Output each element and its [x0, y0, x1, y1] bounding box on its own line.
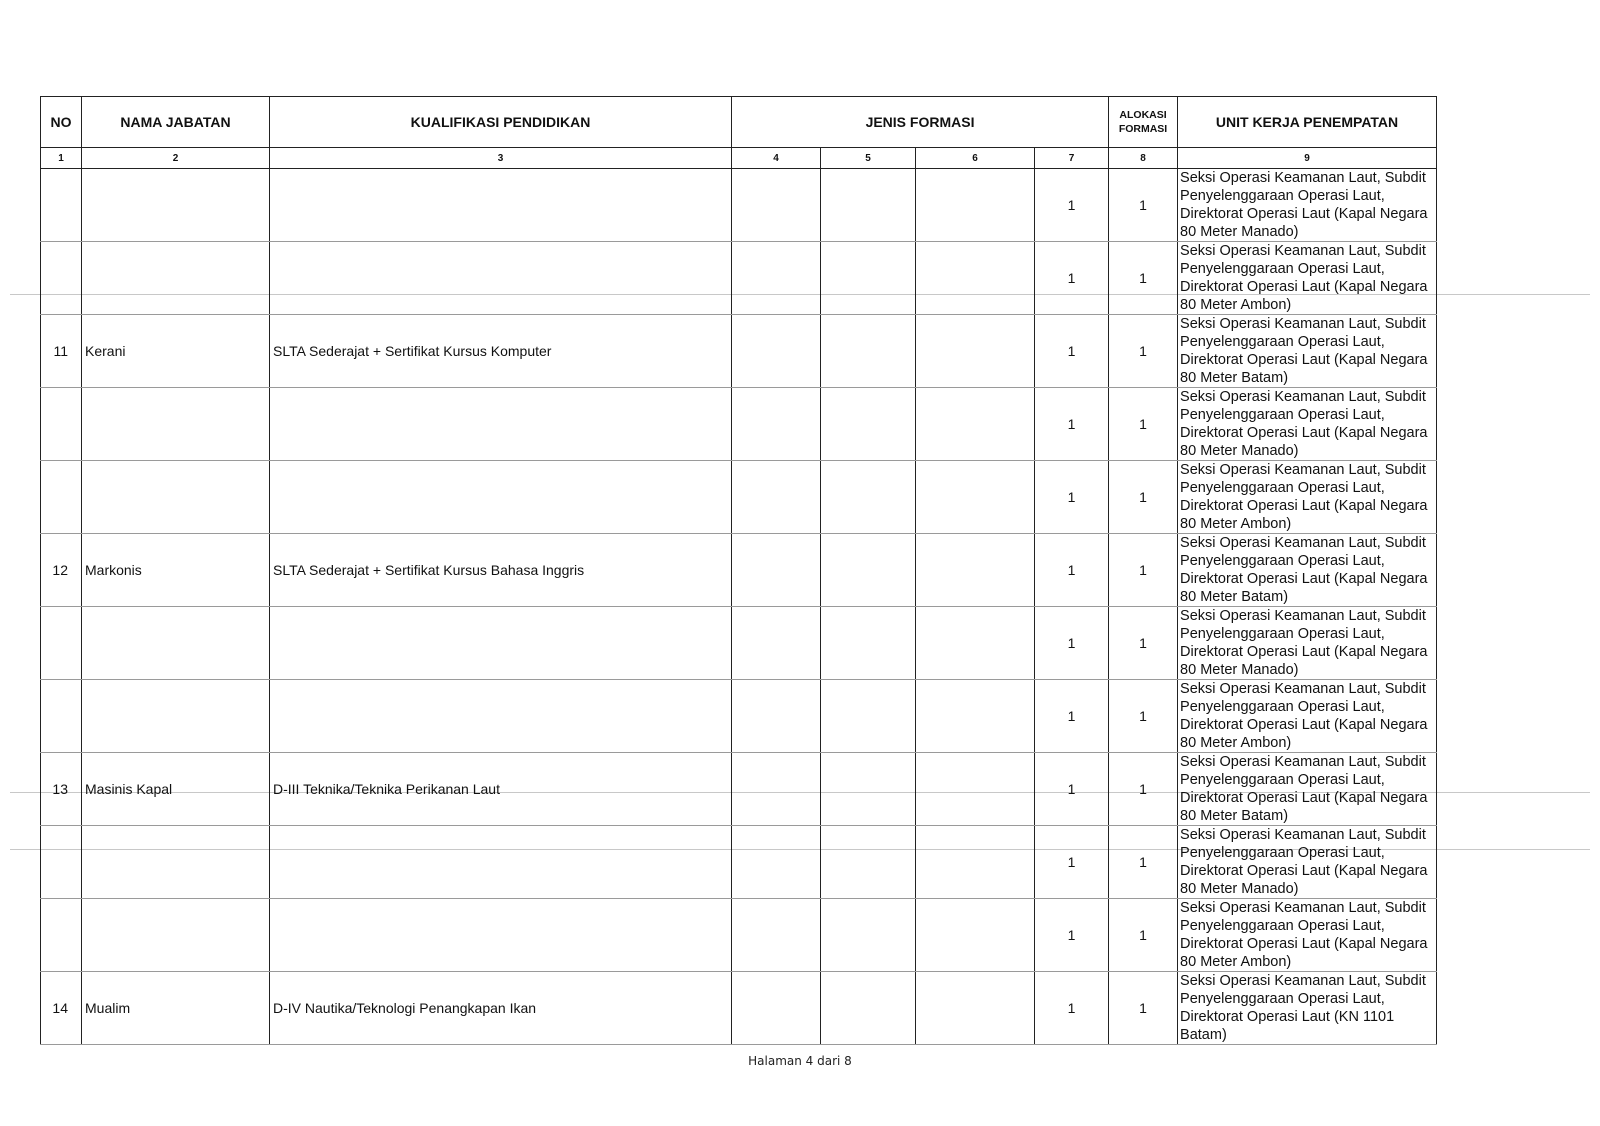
formasi-col-6	[916, 607, 1035, 680]
row-no	[41, 899, 82, 972]
table-row	[41, 534, 1437, 607]
column-number: 3	[270, 148, 732, 169]
formasi-col-5	[821, 826, 916, 899]
column-number: 2	[82, 148, 270, 169]
kualifikasi-pendidikan	[270, 899, 732, 972]
formasi-col-4	[732, 826, 821, 899]
formasi-col-7: 1	[1035, 315, 1109, 388]
row-no: 11	[41, 315, 82, 388]
alokasi-formasi: 1	[1109, 315, 1178, 388]
formasi-col-4	[732, 388, 821, 461]
unit-kerja-penempatan: Seksi Operasi Keamanan Laut, Subdit Penyelenggaraan Operasi Laut, Direktorat Operasi Laut (Kapal Negara 80 Meter Manado)	[1178, 388, 1437, 461]
table-row	[41, 169, 1437, 242]
unit-kerja-penempatan: Seksi Operasi Keamanan Laut, Subdit Penyelenggaraan Operasi Laut, Direktorat Operasi Laut (Kapal Negara 80 Meter Manado)	[1178, 607, 1437, 680]
header-unit-kerja-penempatan: UNIT KERJA PENEMPATAN	[1178, 97, 1437, 148]
formasi-col-6	[916, 169, 1035, 242]
alokasi-formasi: 1	[1109, 534, 1178, 607]
kualifikasi-pendidikan	[270, 388, 732, 461]
row-no: 12	[41, 534, 82, 607]
row-no	[41, 242, 82, 315]
kualifikasi-pendidikan	[270, 680, 732, 753]
formasi-col-4	[732, 242, 821, 315]
unit-kerja-penempatan: Seksi Operasi Keamanan Laut, Subdit Penyelenggaraan Operasi Laut, Direktorat Operasi Laut (Kapal Negara 80 Meter Manado)	[1178, 826, 1437, 899]
formasi-col-6	[916, 461, 1035, 534]
unit-kerja-penempatan: Seksi Operasi Keamanan Laut, Subdit Penyelenggaraan Operasi Laut, Direktorat Operasi Laut (Kapal Negara 80 Meter Batam)	[1178, 315, 1437, 388]
alokasi-formasi: 1	[1109, 388, 1178, 461]
row-no: 14	[41, 972, 82, 1045]
formasi-col-4	[732, 899, 821, 972]
row-no	[41, 680, 82, 753]
nama-jabatan: Kerani	[82, 315, 270, 388]
table-row	[41, 972, 1437, 1045]
formasi-col-4	[732, 315, 821, 388]
alokasi-formasi: 1	[1109, 753, 1178, 826]
row-no	[41, 461, 82, 534]
nama-jabatan	[82, 899, 270, 972]
unit-kerja-penempatan: Seksi Operasi Keamanan Laut, Subdit Penyelenggaraan Operasi Laut, Direktorat Operasi Laut (Kapal Negara 80 Meter Manado)	[1178, 169, 1437, 242]
formasi-col-5	[821, 388, 916, 461]
nama-jabatan	[82, 388, 270, 461]
formasi-col-7: 1	[1035, 753, 1109, 826]
header-alokasi-line1: ALOKASI	[1119, 109, 1167, 121]
nama-jabatan	[82, 461, 270, 534]
column-number: 1	[41, 148, 82, 169]
row-no	[41, 388, 82, 461]
unit-kerja-penempatan: Seksi Operasi Keamanan Laut, Subdit Penyelenggaraan Operasi Laut, Direktorat Operasi Laut (Kapal Negara 80 Meter Ambon)	[1178, 680, 1437, 753]
formasi-col-5	[821, 461, 916, 534]
kualifikasi-pendidikan	[270, 169, 732, 242]
formasi-col-6	[916, 534, 1035, 607]
table-row	[41, 388, 1437, 461]
formasi-col-6	[916, 826, 1035, 899]
formasi-col-7: 1	[1035, 461, 1109, 534]
formasi-col-7: 1	[1035, 826, 1109, 899]
alokasi-formasi: 1	[1109, 461, 1178, 534]
formasi-col-4	[732, 534, 821, 607]
formasi-col-7: 1	[1035, 388, 1109, 461]
formasi-col-7: 1	[1035, 899, 1109, 972]
formasi-col-4	[732, 680, 821, 753]
nama-jabatan: Masinis Kapal	[82, 753, 270, 826]
alokasi-formasi: 1	[1109, 899, 1178, 972]
nama-jabatan: Mualim	[82, 972, 270, 1045]
column-number-row	[41, 148, 1437, 169]
formasi-col-7: 1	[1035, 242, 1109, 315]
row-no	[41, 169, 82, 242]
alokasi-formasi: 1	[1109, 607, 1178, 680]
formasi-col-5	[821, 972, 916, 1045]
formasi-col-5	[821, 680, 916, 753]
unit-kerja-penempatan: Seksi Operasi Keamanan Laut, Subdit Penyelenggaraan Operasi Laut, Direktorat Operasi Laut (Kapal Negara 80 Meter Ambon)	[1178, 242, 1437, 315]
formasi-col-4	[732, 753, 821, 826]
alokasi-formasi: 1	[1109, 169, 1178, 242]
nama-jabatan	[82, 169, 270, 242]
table-row	[41, 899, 1437, 972]
unit-kerja-penempatan: Seksi Operasi Keamanan Laut, Subdit Penyelenggaraan Operasi Laut, Direktorat Operasi Laut (Kapal Negara 80 Meter Ambon)	[1178, 899, 1437, 972]
alokasi-formasi: 1	[1109, 680, 1178, 753]
formasi-col-4	[732, 461, 821, 534]
table-row	[41, 826, 1437, 899]
formasi-table-container	[40, 96, 1436, 1045]
formasi-col-6	[916, 899, 1035, 972]
kualifikasi-pendidikan	[270, 607, 732, 680]
column-number: 8	[1109, 148, 1178, 169]
formasi-col-5	[821, 242, 916, 315]
unit-kerja-penempatan: Seksi Operasi Keamanan Laut, Subdit Penyelenggaraan Operasi Laut, Direktorat Operasi Laut (Kapal Negara 80 Meter Ambon)	[1178, 461, 1437, 534]
alokasi-formasi: 1	[1109, 826, 1178, 899]
formasi-col-7: 1	[1035, 972, 1109, 1045]
kualifikasi-pendidikan	[270, 826, 732, 899]
header-kualifikasi-pendidikan: KUALIFIKASI PENDIDIKAN	[270, 97, 732, 148]
table-row	[41, 753, 1437, 826]
formasi-col-5	[821, 753, 916, 826]
column-number: 6	[916, 148, 1035, 169]
table-row	[41, 607, 1437, 680]
row-no: 13	[41, 753, 82, 826]
formasi-col-5	[821, 169, 916, 242]
unit-kerja-penempatan: Seksi Operasi Keamanan Laut, Subdit Penyelenggaraan Operasi Laut, Direktorat Operasi Laut (Kapal Negara 80 Meter Batam)	[1178, 753, 1437, 826]
nama-jabatan	[82, 680, 270, 753]
formasi-col-6	[916, 315, 1035, 388]
nama-jabatan	[82, 607, 270, 680]
table-row	[41, 315, 1437, 388]
table-row	[41, 461, 1437, 534]
formasi-col-4	[732, 972, 821, 1045]
column-number: 9	[1178, 148, 1437, 169]
formasi-col-6	[916, 680, 1035, 753]
formasi-table	[40, 96, 1437, 1045]
unit-kerja-penempatan: Seksi Operasi Keamanan Laut, Subdit Penyelenggaraan Operasi Laut, Direktorat Operasi Laut (Kapal Negara 80 Meter Batam)	[1178, 534, 1437, 607]
column-number: 4	[732, 148, 821, 169]
kualifikasi-pendidikan	[270, 461, 732, 534]
formasi-col-6	[916, 242, 1035, 315]
kualifikasi-pendidikan: SLTA Sederajat + Sertifikat Kursus Komputer	[270, 315, 732, 388]
formasi-col-7: 1	[1035, 680, 1109, 753]
formasi-col-4	[732, 169, 821, 242]
nama-jabatan	[82, 242, 270, 315]
formasi-col-5	[821, 607, 916, 680]
formasi-col-7: 1	[1035, 534, 1109, 607]
formasi-col-4	[732, 607, 821, 680]
kualifikasi-pendidikan: SLTA Sederajat + Sertifikat Kursus Bahasa Inggris	[270, 534, 732, 607]
formasi-col-5	[821, 315, 916, 388]
kualifikasi-pendidikan: D-III Teknika/Teknika Perikanan Laut	[270, 753, 732, 826]
header-nama-jabatan: NAMA JABATAN	[82, 97, 270, 148]
column-number: 7	[1035, 148, 1109, 169]
formasi-col-5	[821, 899, 916, 972]
kualifikasi-pendidikan	[270, 242, 732, 315]
formasi-col-5	[821, 534, 916, 607]
page-number: Halaman 4 dari 8	[748, 1054, 852, 1068]
table-row	[41, 680, 1437, 753]
nama-jabatan: Markonis	[82, 534, 270, 607]
header-alokasi-formasi	[1109, 97, 1178, 148]
nama-jabatan	[82, 826, 270, 899]
formasi-col-6	[916, 972, 1035, 1045]
table-body	[41, 169, 1437, 1045]
kualifikasi-pendidikan: D-IV Nautika/Teknologi Penangkapan Ikan	[270, 972, 732, 1045]
alokasi-formasi: 1	[1109, 242, 1178, 315]
header-jenis-formasi: JENIS FORMASI	[732, 97, 1109, 148]
alokasi-formasi: 1	[1109, 972, 1178, 1045]
formasi-col-6	[916, 753, 1035, 826]
header-no: NO	[41, 97, 82, 148]
formasi-col-7: 1	[1035, 607, 1109, 680]
row-no	[41, 826, 82, 899]
unit-kerja-penempatan: Seksi Operasi Keamanan Laut, Subdit Penyelenggaraan Operasi Laut, Direktorat Operasi Laut (KN 1101 Batam)	[1178, 972, 1437, 1045]
table-row	[41, 242, 1437, 315]
column-number: 5	[821, 148, 916, 169]
formasi-col-7: 1	[1035, 169, 1109, 242]
formasi-col-6	[916, 388, 1035, 461]
header-alokasi-line2: FORMASI	[1118, 123, 1168, 135]
row-no	[41, 607, 82, 680]
